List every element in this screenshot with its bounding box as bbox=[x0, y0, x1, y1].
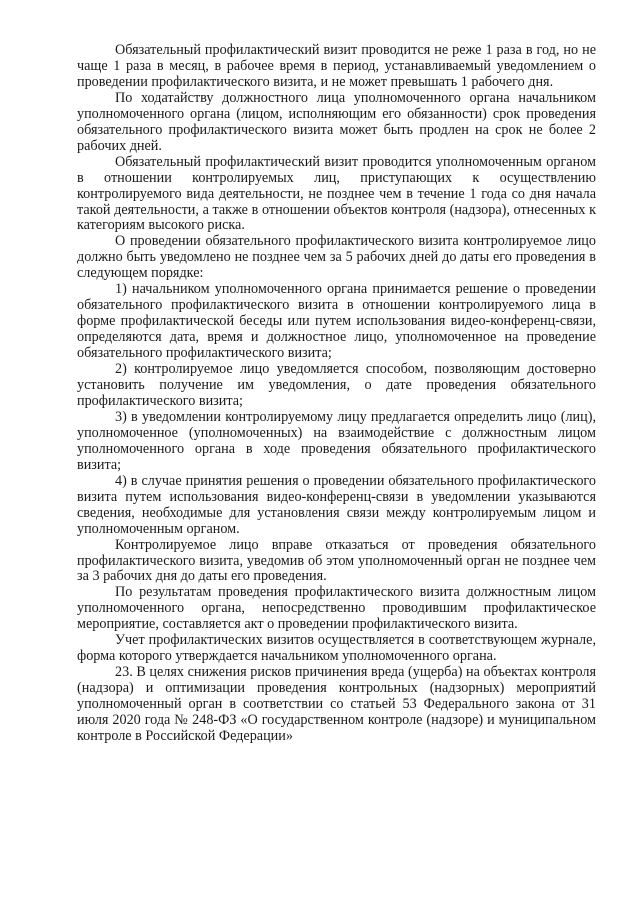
paragraph-visit-extension: По ходатайству должностного лица уполномоченного органа начальником уполномоченного органа (лицом, исполняющим его обязанности) срок проведения обязательного профилактического визита может быть продлен на срок не более 2 рабочих дней. bbox=[77, 89, 596, 154]
paragraph-notification-order: О проведении обязательного профилактического визита контролируемое лицо должно быть уведомлено не позднее чем за 5 рабочих дней до даты его проведения в следующем порядке: bbox=[77, 233, 596, 282]
paragraph-visit-new-entities: Обязательный профилактический визит проводится уполномоченным органом в отношении контролируемых лиц, приступающих к осуществлению контролируемого вида деятельности, не позднее чем в течение 1 года со дня начала такой деятельности, а также в отношении объектов контроля (надзора), отнесенных к категориям высокого риска. bbox=[77, 153, 596, 234]
paragraph-visit-frequency: Обязательный профилактический визит проводится не реже 1 раза в год, но не чаще 1 раза в месяц, в рабочее время в период, устанавливаемый уведомлением о проведении профилактического визита, и не может превышать 1 рабочего дня. bbox=[77, 42, 596, 90]
paragraph-refusal: Контролируемое лицо вправе отказаться от проведения обязательного профилактического визита, уведомив об этом уполномоченный орган не позднее чем за 3 рабочих дня до даты его проведения. bbox=[77, 536, 596, 585]
document-body bbox=[77, 43, 596, 745]
paragraph-visit-journal: Учет профилактических визитов осуществляется в соответствующем журнале, форма которого утверждается начальником уполномоченного органа. bbox=[77, 632, 596, 665]
list-item-3: 3) в уведомлении контролируемому лицу предлагается определить лицо (лиц), уполномоченное (уполномоченных) на взаимодействие с должностным лицом уполномоченного органа в ходе проведения обязательного профилактического визита; bbox=[77, 408, 596, 473]
paragraph-visit-act: По результатам проведения профилактического визита должностным лицом уполномоченного органа, непосредственно проводившим профилактическое мероприятие, составляется акт о проведении профилактического визита. bbox=[77, 584, 596, 633]
list-item-1: 1) начальником уполномоченного органа принимается решение о проведении обязательного профилактического визита в отношении контролируемого лица в форме профилактической беседы или путем использования видео-конференц-связи, определяются дата, время и должностное лицо, уполномоченное на проведение обязательного профилактического визита; bbox=[77, 281, 596, 362]
list-item-2: 2) контролируемое лицо уведомляется способом, позволяющим достоверно установить получение им уведомления, о дате проведения обязательного профилактического визита; bbox=[77, 361, 596, 409]
list-item-4: 4) в случае принятия решения о проведении обязательного профилактического визита путем использования видео-конференц-связи в уведомлении указываются сведения, необходимые для установления связи между контролируемым лицом и уполномоченным органом. bbox=[77, 472, 596, 537]
paragraph-section-23: 23. В целях снижения рисков причинения вреда (ущерба) на объектах контроля (надзора) и оптимизации проведения контрольных (надзорных) мероприятий уполномоченный орган в соответствии со статьей 53 Федерального закона от 31 июля 2020 года № 248-ФЗ «О государственном контроле (надзоре) и муниципальном контроле в Российской Федерации» bbox=[77, 664, 596, 744]
